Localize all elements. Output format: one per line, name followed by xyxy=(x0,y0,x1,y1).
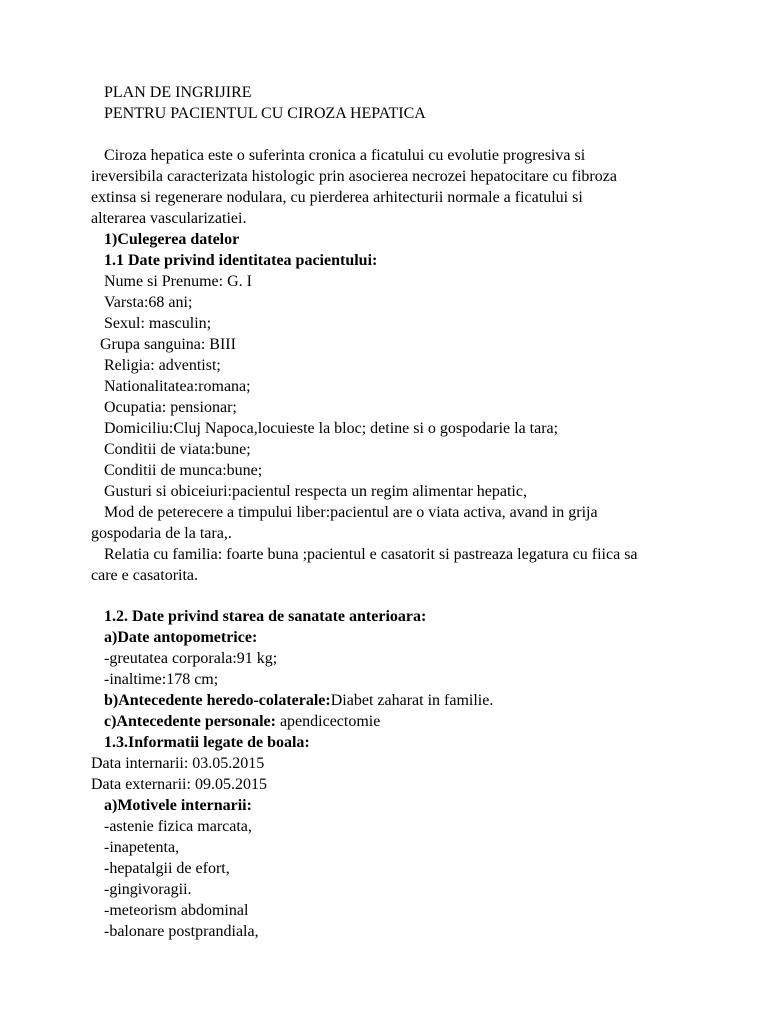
habits: Gusturi si obiceiuri:pacientul respecta un regim alimentar hepatic, xyxy=(104,483,527,500)
section-1-heading: 1)Culegerea datelor xyxy=(104,231,240,248)
intro-line-2: ireversibila caracterizata histologic prin asocierea necrozei hepatocitare cu fibroza xyxy=(91,168,617,185)
reason-item: -meteorism abdominal xyxy=(104,902,249,919)
personal-history-label: c)Antecedente personale: xyxy=(104,713,276,730)
leisure-line-2: gospodaria de la tara,. xyxy=(91,525,232,542)
discharge-date: Data externarii: 09.05.2015 xyxy=(91,776,267,793)
title-line-1: PLAN DE INGRIJIRE xyxy=(104,84,252,101)
reason-item: -astenie fizica marcata, xyxy=(104,818,252,835)
body-weight: -greutatea corporala:91 kg; xyxy=(104,650,278,667)
intro-line-3: extinsa si regenerare nodulara, cu pierderea arhitecturii normale a ficatului si xyxy=(91,189,583,206)
patient-name: Nume si Prenume: G. I xyxy=(104,273,252,290)
family-line-2: care e casatorita. xyxy=(91,567,199,584)
work-conditions: Conditii de munca:bune; xyxy=(104,462,263,479)
living-conditions: Conditii de viata:bune; xyxy=(104,441,251,458)
family-history-label: b)Antecedente heredo-colaterale: xyxy=(104,692,331,709)
patient-sex: Sexul: masculin; xyxy=(104,315,212,332)
family-history-value: Diabet zaharat in familie. xyxy=(330,692,494,709)
leisure-line-1: Mod de peterecere a timpului liber:pacientul are o viata activa, avand in grija xyxy=(104,504,598,521)
admission-reasons-heading: a)Motivele internarii: xyxy=(104,797,252,814)
patient-occupation: Ocupatia: pensionar; xyxy=(104,399,237,416)
intro-line-1: Ciroza hepatica este o suferinta cronica a ficatului cu evolutie progresiva si xyxy=(104,147,586,164)
height: -inaltime:178 cm; xyxy=(104,671,219,688)
patient-nationality: Nationalitatea:romana; xyxy=(104,378,251,395)
patient-religion: Religia: adventist; xyxy=(104,357,221,374)
anthropometric-heading: a)Date antopometrice: xyxy=(104,629,258,646)
intro-line-4: alterarea vascularizatiei. xyxy=(91,210,247,227)
title-line-2: PENTRU PACIENTUL CU CIROZA HEPATICA xyxy=(104,105,426,122)
reason-item: -balonare postprandiala, xyxy=(104,923,259,940)
reason-item: -inapetenta, xyxy=(104,839,180,856)
patient-residence: Domiciliu:Cluj Napoca,locuieste la bloc; detine si o gospodarie la tara; xyxy=(104,420,559,437)
section-1-3-heading: 1.3.Informatii legate de boala: xyxy=(104,734,310,751)
patient-blood-group: Grupa sanguina: BIII xyxy=(100,336,236,353)
reason-item: -gingivoragii. xyxy=(104,881,192,898)
personal-history-value: apendicectomie xyxy=(275,713,381,730)
section-1-2-heading: 1.2. Date privind starea de sanatate anterioara: xyxy=(104,608,427,625)
section-1-1-heading: 1.1 Date privind identitatea pacientului: xyxy=(104,252,378,269)
personal-history xyxy=(104,712,380,732)
reason-item: -hepatalgii de efort, xyxy=(104,860,230,877)
patient-age: Varsta:68 ani; xyxy=(104,294,193,311)
admission-date: Data internarii: 03.05.2015 xyxy=(91,755,265,772)
family-line-1: Relatia cu familia: foarte buna ;pacientul e casatorit si pastreaza legatura cu fiica sa xyxy=(104,546,638,563)
family-history xyxy=(104,691,493,711)
